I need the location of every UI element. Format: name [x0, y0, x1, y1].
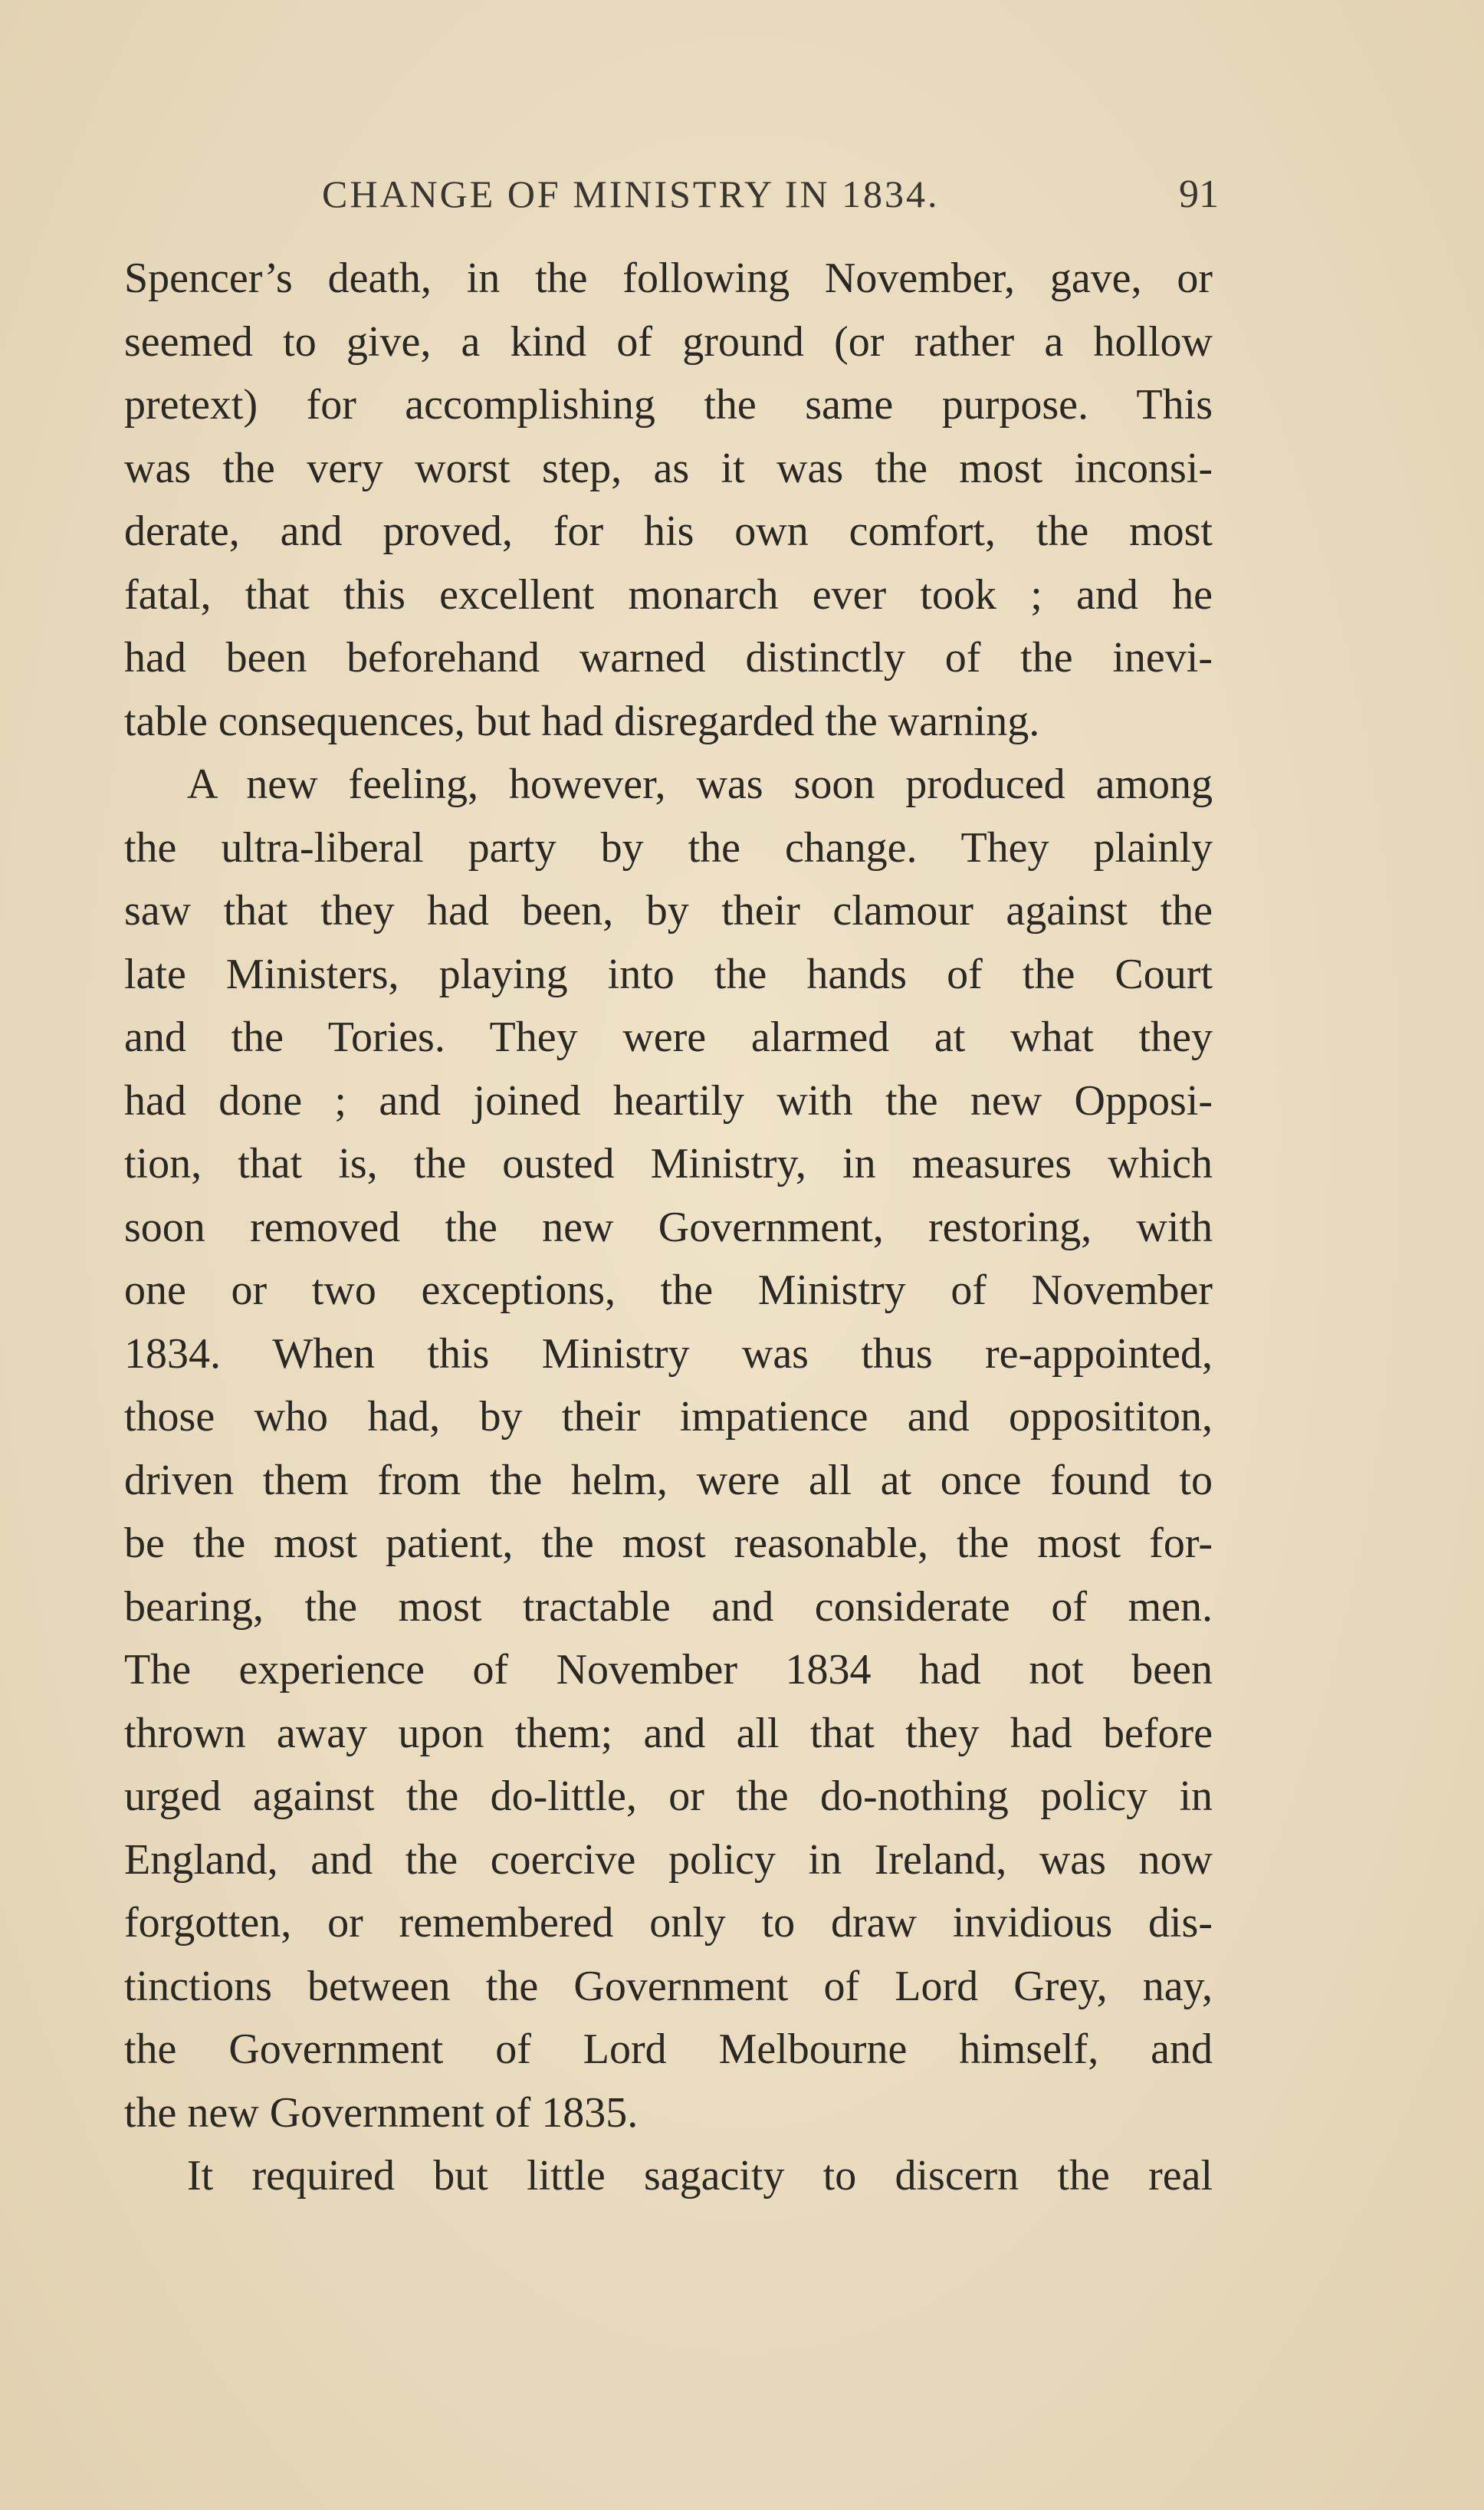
text-line: seemed to give, a kind of ground (or rather a hollow: [124, 317, 1213, 366]
text-line: forgotten, or remembered only to draw invidious dis-: [124, 1899, 1213, 1947]
text-line: late Ministers, playing into the hands of the Court: [124, 950, 1213, 998]
text-line: table consequences, but had disregarded the warning.: [124, 697, 1040, 745]
text-line: tion, that is, the ousted Ministry, in measures which: [124, 1140, 1213, 1188]
text-line: those who had, by their impatience and opposititon,: [124, 1393, 1213, 1441]
text-line: England, and the coercive policy in Ireland, was now: [124, 1835, 1213, 1884]
running-head: CHANGE OF MINISTRY IN 1834.: [322, 172, 940, 215]
text-line: the ultra-liberal party by the change. They plainly: [124, 823, 1213, 872]
text-line: and the Tories. They were alarmed at what they: [124, 1014, 1213, 1061]
text-line: fatal, that this excellent monarch ever took ; and he: [124, 570, 1213, 619]
text-line: soon removed the new Government, restoring, with: [124, 1203, 1213, 1251]
text-line: the new Government of 1835.: [124, 2088, 639, 2137]
text-line: The experience of November 1834 had not been: [124, 1646, 1213, 1694]
page-header: [123, 163, 1219, 224]
body-text: [124, 247, 1213, 2208]
text-line: the Government of Lord Melbourne himself, and: [124, 2025, 1213, 2073]
text-line: bearing, the most tractable and considerate of men.: [124, 1582, 1213, 1631]
text-line: 1834. When this Ministry was thus re-appointed,: [124, 1329, 1213, 1378]
text-line: thrown away upon them; and all that they had before: [124, 1709, 1213, 1757]
text-line: A new feeling, however, was soon produced among: [187, 761, 1213, 808]
text-line: pretext) for accomplishing the same purpose. This: [124, 381, 1213, 429]
text-line: one or two exceptions, the Ministry of November: [124, 1266, 1213, 1314]
page-number: 91: [1179, 172, 1219, 216]
text-line: derate, and proved, for his own comfort, the most: [124, 508, 1213, 555]
text-line: had been beforehand warned distinctly of the inevi-: [124, 634, 1213, 682]
text-line: urged against the do-little, or the do-nothing policy in: [124, 1772, 1213, 1820]
text-line: tinctions between the Government of Lord Grey, nay,: [124, 1962, 1213, 2010]
text-line: had done ; and joined heartily with the new Opposi-: [124, 1076, 1213, 1125]
text-line: driven them from the helm, were all at once found to: [124, 1456, 1213, 1504]
text-line: It required but little sagacity to discern the real: [187, 2152, 1213, 2200]
text-line: was the very worst step, as it was the most inconsi-: [124, 444, 1213, 492]
text-line: Spencer’s death, in the following November, gave, or: [124, 255, 1213, 302]
text-line: saw that they had been, by their clamour against the: [124, 887, 1213, 935]
text-line: be the most patient, the most reasonable, the most for-: [124, 1519, 1213, 1567]
